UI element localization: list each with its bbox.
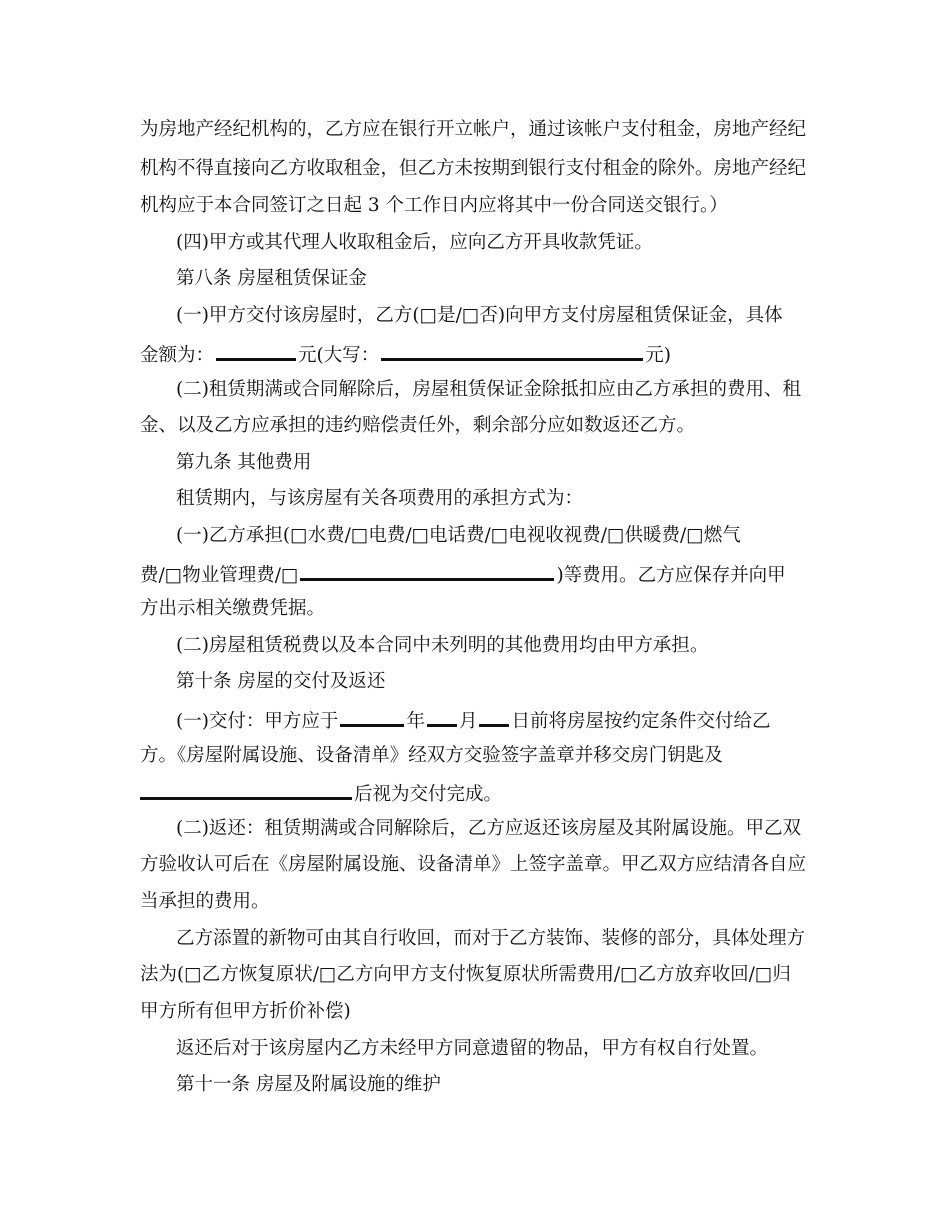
paragraph-line: 方出示相关缴费凭据。	[140, 598, 326, 619]
paragraph-line: 方。《房屋附属设施、设备清单》经双方交验签字盖章并移交房门钥匙及	[140, 745, 723, 766]
paragraph-line: 返还后对于该房屋内乙方未经甲方同意遗留的物品，甲方有权自行处置。	[176, 1038, 769, 1059]
text-segment: 年	[406, 711, 425, 732]
paragraph-line: (二)返还：租赁期满或合同解除后，乙方应返还该房屋及其附属设施。甲乙双	[176, 818, 801, 839]
other-fee-blank	[300, 561, 554, 581]
year-blank	[340, 707, 404, 727]
article-11-title: 第十一条 房屋及附属设施的维护	[176, 1074, 441, 1095]
text-segment: 月	[458, 711, 478, 732]
text-segment: )等费用。乙方应保存并向甲	[556, 565, 786, 586]
text-segment: 日前将房屋按约定条件交付给乙	[511, 711, 771, 732]
paragraph-line: 金、以及乙方应承担的违约赔偿责任外，剩余部分应如数返还乙方。	[140, 415, 696, 436]
paragraph-line: 当承担的费用。	[140, 891, 270, 912]
paragraph-line: 为房地产经纪机构的，乙方应在银行开立帐户，通过该帐户支付租金，房地产经纪	[140, 119, 807, 140]
clause-7-4: (四)甲方或其代理人收取租金后，应向乙方开具收款凭证。	[176, 232, 653, 253]
paragraph-line: (一)乙方承担(□水费/□电费/□电话费/□电视收视费/□供暖费/□燃气	[176, 525, 741, 546]
article-10-title: 第十条 房屋的交付及返还	[176, 671, 386, 692]
paragraph-line: 机构不得直接向乙方收取租金，但乙方未按期到银行支付租金的除外。房地产经纪	[140, 158, 807, 179]
text-segment: 费/□物业管理费/□	[140, 565, 299, 586]
paragraph-line: 甲方所有但甲方折价补偿)	[140, 1001, 351, 1022]
deposit-amount-line	[140, 341, 671, 368]
paragraph-line: 法为(□乙方恢复原状/□乙方向甲方支付恢复原状所需费用/□乙方放弃收回/□归	[140, 964, 791, 985]
article-9-title: 第九条 其他费用	[176, 452, 312, 473]
delivery-items-blank	[140, 780, 352, 800]
paragraph-line: (一)甲方交付该房屋时，乙方(□是/□否)向甲方支付房屋租赁保证金，具体	[176, 305, 783, 326]
delivery-items-line	[140, 780, 502, 807]
text-segment: 金额为：	[140, 345, 215, 366]
deposit-amount-blank	[216, 341, 296, 361]
article-8-title: 第八条 房屋租赁保证金	[176, 268, 367, 289]
month-blank	[427, 707, 457, 727]
day-blank	[479, 707, 509, 727]
text-segment: (一)交付：甲方应于	[176, 711, 339, 732]
deposit-amount-words-blank	[381, 341, 643, 361]
text-segment: 后视为交付完成。	[354, 784, 503, 805]
paragraph-line: 租赁期内，与该房屋有关各项费用的承担方式为：	[176, 488, 584, 509]
paragraph-line: 方验收认可后在《房屋附属设施、设备清单》上签字盖章。甲乙双方应结清各自应	[140, 854, 807, 875]
paragraph-line: (二)房屋租赁税费以及本合同中未列明的其他费用均由甲方承担。	[176, 635, 709, 656]
paragraph-line: (二)租赁期满或合同解除后，房屋租赁保证金除抵扣应由乙方承担的费用、租	[176, 379, 801, 400]
text-segment: 元)	[645, 345, 671, 366]
delivery-date-line	[176, 707, 770, 734]
paragraph-line: 乙方添置的新物可由其自行收回，而对于乙方装饰、装修的部分，具体处理方	[176, 928, 806, 949]
text-segment: 元(大写：	[298, 345, 380, 366]
paragraph-line: 机构应于本合同签订之日起 3 个工作日内应将其中一份合同送交银行。）	[140, 195, 728, 216]
fees-line	[140, 561, 786, 588]
